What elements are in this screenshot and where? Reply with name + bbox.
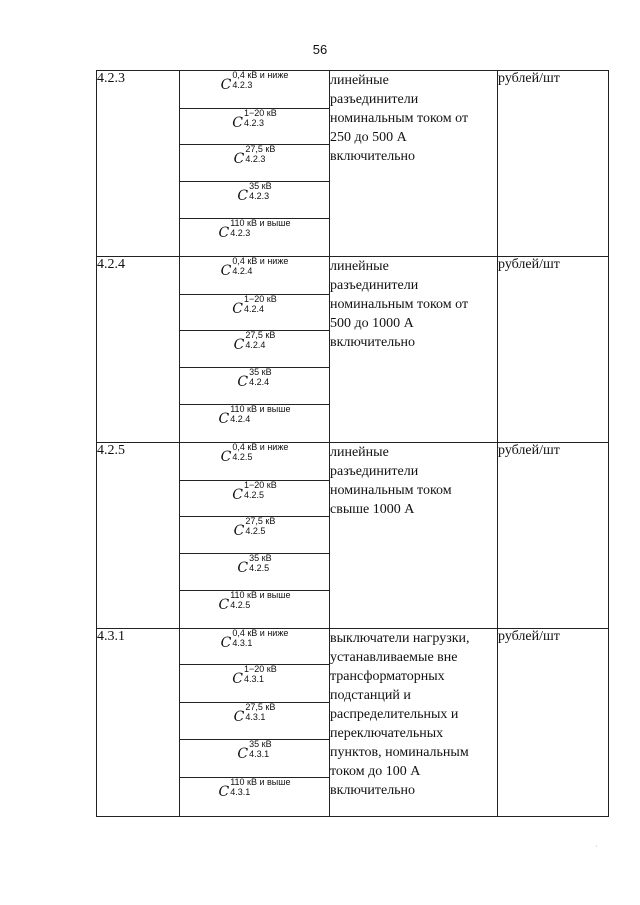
code-subscript: 4.3.1 <box>232 638 253 648</box>
page-number: 56 <box>312 42 328 57</box>
tariff-symbol <box>180 405 329 442</box>
symbol-letter: C <box>220 635 232 651</box>
tariff-symbol <box>180 257 329 295</box>
symbol-column <box>180 443 330 629</box>
row-description-cell <box>330 443 498 629</box>
tariff-symbol <box>180 703 329 740</box>
tariff-symbol <box>180 665 329 703</box>
symbol-letter: C <box>218 411 230 427</box>
voltage-superscript: 1−20 кВ <box>244 108 277 118</box>
voltage-superscript: 1−20 кВ <box>244 664 277 674</box>
table-row <box>97 257 609 443</box>
voltage-superscript: 110 кВ и выше <box>230 590 291 600</box>
tariff-symbol <box>180 182 329 219</box>
symbol-letter: C <box>218 784 230 800</box>
code-subscript: 4.2.4 <box>232 266 253 276</box>
symbol-letter: C <box>233 337 245 353</box>
voltage-superscript: 35 кВ <box>249 367 272 377</box>
symbol-letter: C <box>233 709 245 725</box>
table-row <box>97 629 609 817</box>
symbol-letter: C <box>218 597 230 613</box>
tariff-symbol <box>180 740 329 778</box>
tariff-symbol <box>180 295 329 331</box>
tariff-symbol <box>180 554 329 591</box>
tariff-symbol <box>180 368 329 405</box>
code-subscript: 4.2.5 <box>232 452 253 462</box>
row-description-cell <box>330 257 498 443</box>
voltage-superscript: 110 кВ и выше <box>230 404 291 414</box>
row-unit: рублей/шт <box>498 71 609 257</box>
voltage-superscript: 110 кВ и выше <box>230 777 291 787</box>
code-subscript: 4.3.1 <box>244 674 265 684</box>
row-code: 4.2.3 <box>97 71 180 257</box>
code-subscript: 4.2.3 <box>230 228 251 238</box>
code-subscript: 4.2.5 <box>230 600 251 610</box>
tariff-symbol <box>180 629 329 665</box>
code-subscript: 4.3.1 <box>230 787 251 797</box>
symbol-letter: C <box>237 374 249 390</box>
row-description: выключатели нагрузки, устанавливаемые вне трансформаторных подстанций и распределительных и переключательных пунктов, номинальным током до 100 А включительно <box>330 631 470 798</box>
row-description: линейные разъединители номинальным током свыше 1000 А <box>330 445 452 517</box>
voltage-superscript: 35 кВ <box>249 181 272 191</box>
tariff-symbol <box>180 517 329 554</box>
voltage-superscript: 0,4 кВ и ниже <box>232 628 289 638</box>
code-subscript: 4.2.4 <box>244 304 265 314</box>
voltage-superscript: 1−20 кВ <box>244 294 277 304</box>
tariff-symbol <box>180 778 329 816</box>
code-subscript: 4.3.1 <box>245 712 266 722</box>
voltage-superscript: 27,5 кВ <box>245 330 276 340</box>
symbol-letter: C <box>232 115 243 131</box>
row-description: линейные разъединители номинальным током от 250 до 500 А включительно <box>330 73 469 164</box>
voltage-superscript: 27,5 кВ <box>245 516 276 526</box>
symbol-letter: C <box>237 560 249 576</box>
tariff-symbol <box>180 481 329 517</box>
code-subscript: 4.2.5 <box>244 490 265 500</box>
tariff-symbol <box>180 71 329 109</box>
voltage-superscript: 0,4 кВ и ниже <box>232 256 289 266</box>
tariff-symbol <box>180 109 329 145</box>
symbol-letter: C <box>233 523 245 539</box>
symbol-column <box>180 257 330 443</box>
row-code: 4.3.1 <box>97 629 180 817</box>
table-row <box>97 443 609 629</box>
symbol-column <box>180 629 330 817</box>
symbol-letter: C <box>232 671 243 687</box>
symbol-letter: C <box>232 487 243 503</box>
table-row <box>97 71 609 257</box>
symbol-letter: C <box>233 151 245 167</box>
symbol-letter: C <box>220 77 232 93</box>
tariff-table <box>96 70 609 817</box>
tariff-symbol <box>180 145 329 182</box>
voltage-superscript: 0,4 кВ и ниже <box>232 442 289 452</box>
row-code: 4.2.5 <box>97 443 180 629</box>
tariff-symbol <box>180 443 329 481</box>
voltage-superscript: 110 кВ и выше <box>230 218 291 228</box>
row-unit: рублей/шт <box>498 443 609 629</box>
symbol-letter: C <box>237 746 249 762</box>
tariff-symbol <box>180 219 329 256</box>
code-subscript: 4.2.3 <box>232 80 253 90</box>
row-unit: рублей/шт <box>498 629 609 817</box>
code-subscript: 4.2.4 <box>245 340 266 350</box>
stray-mark: · <box>595 842 598 851</box>
code-subscript: 4.2.5 <box>249 563 270 573</box>
code-subscript: 4.2.3 <box>249 191 270 201</box>
symbol-letter: C <box>218 225 230 241</box>
symbol-column <box>180 71 330 257</box>
code-subscript: 4.2.4 <box>230 414 251 424</box>
voltage-superscript: 35 кВ <box>249 553 272 563</box>
voltage-superscript: 1−20 кВ <box>244 480 277 490</box>
tariff-symbol <box>180 591 329 628</box>
tariff-symbol <box>180 331 329 368</box>
voltage-superscript: 27,5 кВ <box>245 144 276 154</box>
code-subscript: 4.2.5 <box>245 526 266 536</box>
code-subscript: 4.3.1 <box>249 749 270 759</box>
voltage-superscript: 27,5 кВ <box>245 702 276 712</box>
symbol-letter: C <box>232 301 243 317</box>
code-subscript: 4.2.4 <box>249 377 270 387</box>
symbol-letter: C <box>220 263 232 279</box>
row-code: 4.2.4 <box>97 257 180 443</box>
row-description: линейные разъединители номинальным током от 500 до 1000 А включительно <box>330 259 469 350</box>
code-subscript: 4.2.3 <box>244 118 265 128</box>
symbol-letter: C <box>220 449 232 465</box>
voltage-superscript: 35 кВ <box>249 739 272 749</box>
code-subscript: 4.2.3 <box>245 154 266 164</box>
row-description-cell <box>330 71 498 257</box>
voltage-superscript: 0,4 кВ и ниже <box>232 70 289 80</box>
row-unit: рублей/шт <box>498 257 609 443</box>
symbol-letter: C <box>237 188 249 204</box>
row-description-cell <box>330 629 498 817</box>
